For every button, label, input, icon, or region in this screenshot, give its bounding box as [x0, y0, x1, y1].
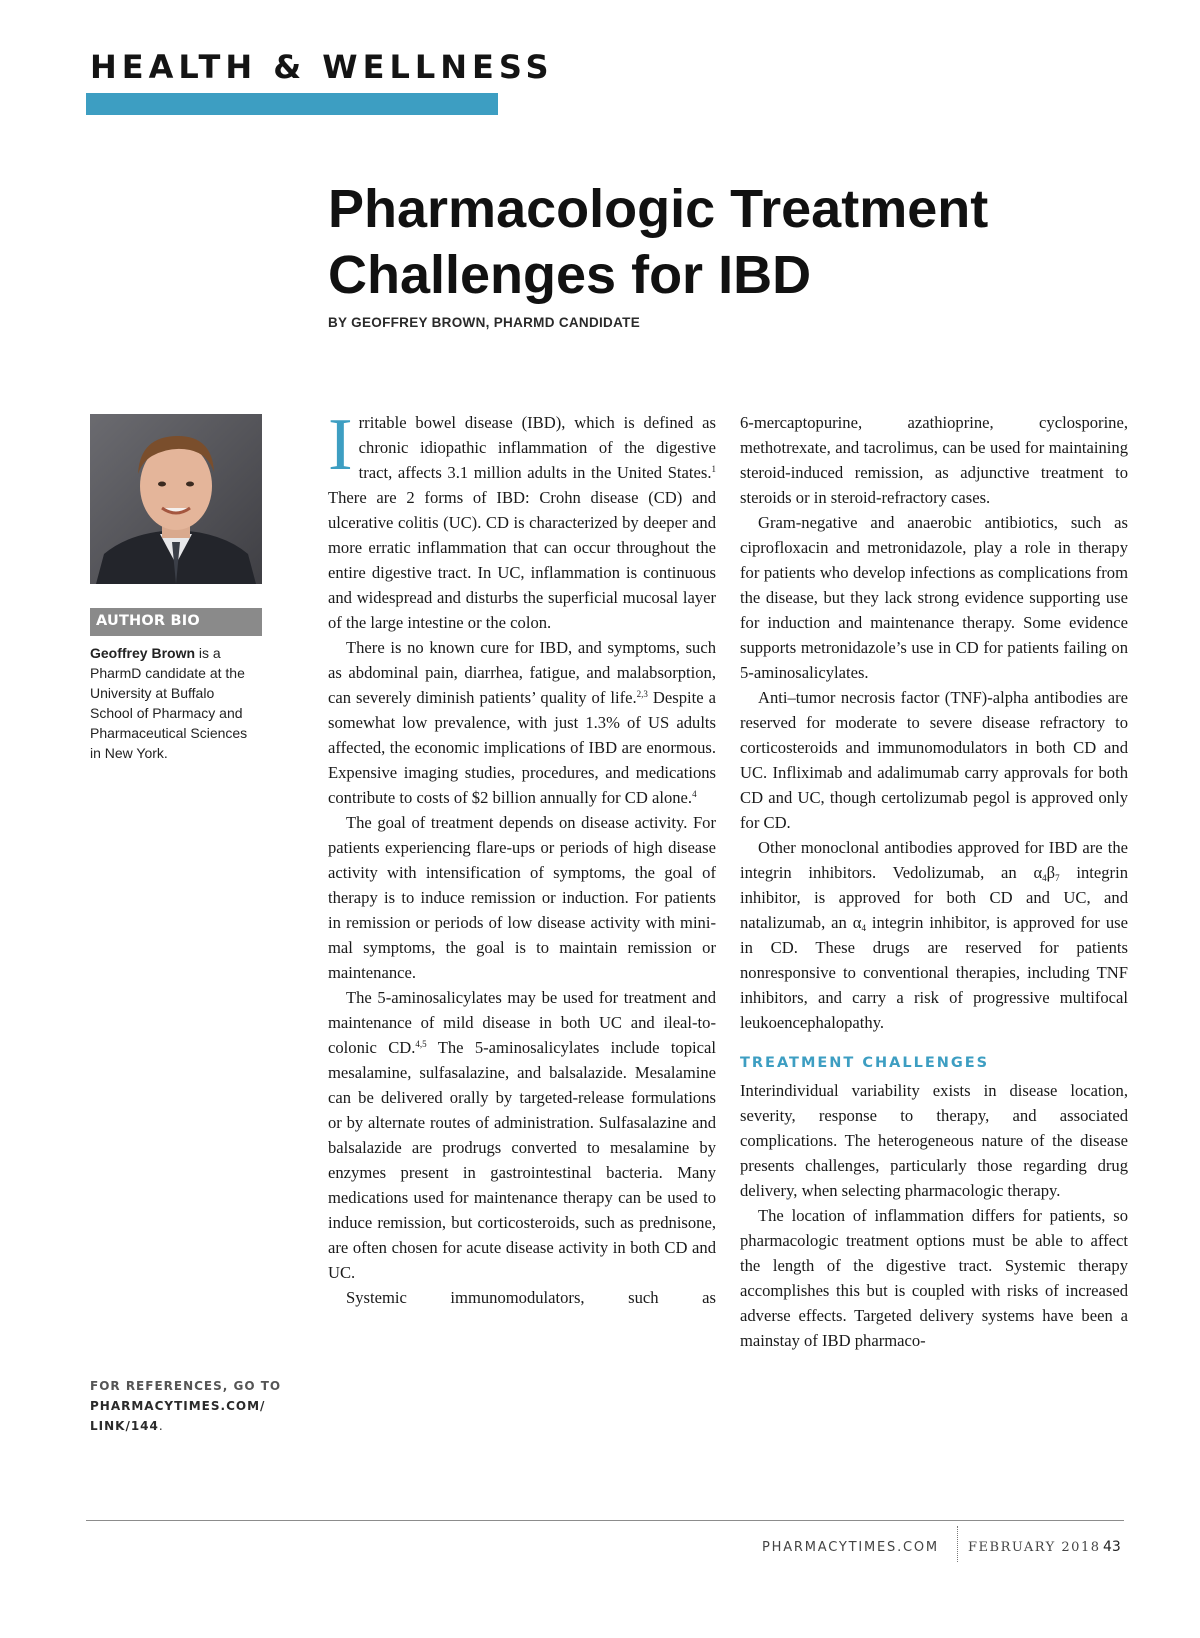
paragraph-text: There is no known cure for IBD, and symptoms, such as abdominal pain, diarrhea, fatigue, and malabsorption, can severely diminish patients’ quality of life.: [328, 638, 716, 707]
author-name: Geoffrey Brown: [90, 645, 196, 661]
paragraph-text: Despite a somewhat low prevalence, with just 1.3% of US adults affected, the economic implications of IBD are enormous. Expensive imaging studies, procedures, and medications contribute to costs of $2 billion annually for CD alone.: [328, 688, 716, 807]
references-link-line-2[interactable]: [90, 1416, 290, 1436]
page-number: 43: [1103, 1539, 1121, 1555]
paragraph-text: The 5-aminosalicylates include topical mesalamine, sulfasalazine, and balsalazide. Mesalamine can be delivered orally by targeted-release formulations or by alternate routes of administration. Sulfasalazine and balsalazide are prodrugs converted to mesalamine by enzymes present in gastrointestinal bacteria. Many medications used for maintenance therapy can be used to induce remission, but corticosteroids, such as prednisone, are often chosen for acute disease activity in both CD and UC.: [328, 1038, 716, 1282]
paragraph: [328, 404, 716, 635]
body-column-1: [328, 404, 716, 1310]
author-bio-description: is a PharmD candidate at the University at Buffalo School of Pharmacy and Pharmaceutical Sciences in New York.: [90, 645, 248, 761]
paragraph: Anti–tumor necrosis factor (TNF)-alpha antibodies are reserved for moderate to severe disease refractory to corticosteroids and immunomodulators in both CD and UC. Infliximab and adalimumab carry approvals for both CD and UC, though certolizumab pegol is approved only for CD.: [740, 688, 1128, 832]
article-title: [328, 176, 1148, 308]
paragraph: Systemic immunomodulators, such as: [346, 1288, 716, 1307]
author-bio-text: [90, 643, 260, 763]
author-bio-header-text: AUTHOR BIO: [96, 613, 200, 629]
paragraph-text: integrin inhibitor, is approved for both CD and UC, and natalizumab, an α: [740, 863, 1128, 932]
citation: 4: [692, 789, 697, 799]
subscript: 4: [1042, 873, 1047, 883]
paragraph: The goal of treatment depends on disease activity. For patients experiencing flare-ups or periods of high disease activity with intensification of symptoms, the goal of therapy is to induce remission or induction. For patients in remission or periods of low disease activity with minimal symptoms, the goal is to maintain remission or maintenance.: [328, 813, 716, 982]
article-title-line-2: Challenges for IBD: [328, 245, 812, 305]
citation: 4,5: [415, 1039, 427, 1049]
paragraph: [328, 635, 716, 810]
paragraph: The location of inflammation differs for patients, so pharmacologic treatment options must be able to affect the length of the digestive tract. Systemic therapy accomplishes this but is coupled with risks of increased adverse effects. Targeted delivery systems have been a mainstay of IBD pharmaco-: [740, 1206, 1128, 1350]
paragraph-text: β: [1046, 863, 1056, 882]
footer-divider: [86, 1520, 1124, 1521]
footer-site-name: PHARMACYTIMES.COM: [762, 1540, 939, 1555]
author-bio-header: [90, 608, 262, 636]
section-label: HEALTH & WELLNESS: [90, 48, 554, 86]
author-portrait-image: [90, 414, 262, 584]
drop-cap: I: [328, 404, 353, 486]
author-photo: [90, 414, 262, 584]
references-link-path[interactable]: LINK/144: [90, 1419, 159, 1433]
citation: 2,3: [636, 689, 648, 699]
subscript: 7: [1055, 873, 1060, 883]
footer-separator: [957, 1526, 958, 1562]
paragraph: Gram-negative and anaerobic antibiotics, such as ciprofloxacin and metronidazole, play a role in therapy for patients who develop infections as complications from the disease, but they lack strong evidence supporting use for induction and maintenance therapy. Some evidence supports metronidazole’s use in CD for patients failing on 5-aminosalicylates.: [740, 513, 1128, 682]
section-accent-bar: [86, 93, 498, 115]
paragraph-text: The 5-aminosalicylates may be used for treatment and maintenance of mild disease in both UC and ileal-to-colonic CD.: [328, 988, 716, 1057]
references-line-1: FOR REFERENCES, GO TO: [90, 1379, 282, 1393]
references-note: [90, 1376, 290, 1436]
byline: BY GEOFFREY BROWN, PHARMD CANDIDATE: [328, 315, 641, 330]
citation: 1: [711, 464, 716, 474]
paragraph: [740, 835, 1128, 1035]
paragraph: Interindividual variability exists in disease location, severity, response to therapy, and associated complications. The heterogeneous nature of the disease presents challenges, particularly those regarding drug delivery, when selecting pharmacologic therapy.: [740, 1081, 1128, 1200]
paragraph: 6-mercaptopurine, azathioprine, cyclosporine, methotrexate, and tacrolimus, can be used for maintaining steroid-induced remission, as adjunctive treatment to steroids or in steroid-refractory cases.: [740, 413, 1128, 507]
paragraph-text: There are 2 forms of IBD: Crohn disease (CD) and ulcerative colitis (UC). CD is characterized by deeper and more erratic inflammation that can occur throughout the entire digestive tract. In UC, inflammation is continuous and widespread and disturbs the superficial mucosal layer of the large intestine or the colon.: [328, 488, 716, 632]
paragraph-text: rritable bowel disease (IBD), which is defined as chronic idiopathic inflammation of the digestive tract, affects 3.1 million adults in the United States.: [358, 413, 716, 482]
references-link-period: .: [158, 1419, 164, 1433]
references-link-line-1[interactable]: PHARMACYTIMES.COM/: [90, 1399, 266, 1413]
section-subheading: TREATMENT CHALLENGES: [740, 1055, 990, 1071]
subscript: 4: [861, 923, 866, 933]
body-column-2: [740, 410, 1128, 1353]
paragraph: [328, 985, 716, 1285]
article-title-line-1: Pharmacologic Treatment: [328, 179, 989, 239]
footer-issue-date: FEBRUARY 2018: [968, 1540, 1101, 1555]
paragraph-text: integrin inhibitor, is approved for use in CD. These drugs are reserved for patients nonresponsive to conventional therapies, including TNF inhibitors, and carry a risk of progressive multifocal leukoencephalopathy.: [740, 913, 1128, 1032]
paragraph-text: Other monoclonal antibodies approved for IBD are the integrin inhibitors. Vedolizumab, an α: [740, 838, 1128, 882]
